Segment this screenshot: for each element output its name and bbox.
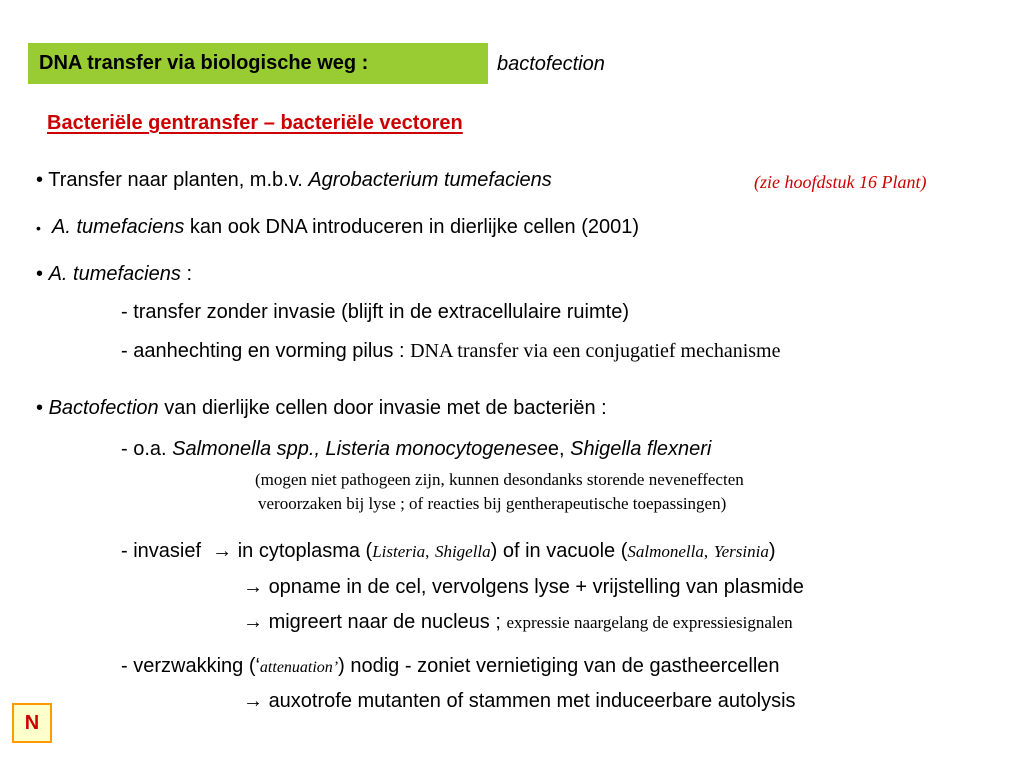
species-list: Salmonella spp., Listeria monocytogenese [172,438,548,460]
slide-title-right: bactofection [497,53,605,75]
species-salmonella: Salmonella [627,542,704,561]
bullet-marker: • [36,220,41,236]
sub-item-oa [121,437,711,461]
sub-item-text: - aanhechting en vorming pilus : [121,340,405,362]
sub-item-auxotrofe [243,689,796,713]
bullet-text: Transfer naar planten, m.b.v. [48,169,303,191]
sub-item-prefix: - o.a. [121,438,167,460]
bullet-marker: • [36,263,44,285]
chapter-reference: (zie hoofdstuk 16 Plant) [754,172,927,192]
arrow-icon: → [243,611,263,633]
bullet-transfer-planten [36,168,552,192]
sub-item-text: migreert naar de nucleus ; [268,611,501,633]
sub-item-transfer-zonder-invasie: - transfer zonder invasie (blijft in de extracellulaire ruimte) [121,301,629,323]
species-yersinia: Yersinia [713,542,769,561]
bullet-colon: : [186,263,192,285]
sub-item-aanhechting [121,339,780,363]
arrow-icon: → [212,540,233,562]
bullet-text: van dierlijke cellen door invasie met de bacteriën : [164,397,607,419]
sub-item-text: auxotrofe mutanten of stammen met induceerbare autolysis [268,690,796,712]
attenuation-term: attenuation’ [259,659,339,676]
note-line-1: (mogen niet pathogeen zijn, kunnen desondanks storende neveneffecten [255,470,744,489]
bullet-marker: • [36,397,44,419]
species-listeria: Listeria [372,542,426,561]
sub-item-invasief [121,539,776,564]
bactofection-term: Bactofection [48,397,159,419]
sub-item-prefix: - invasief [121,540,202,562]
species-name: A. tumefaciens [48,263,181,285]
slide-subtitle: Bacteriële gentransfer – bacteriële vectoren [47,112,463,134]
separator: , [425,542,430,561]
species-shigella: Shigella flexneri [570,438,712,460]
species-shigella: Shigella [434,542,491,561]
species-list-end: e, [547,438,565,460]
sub-item-text: in cytoplasma ( [237,540,373,562]
arrow-icon: → [243,690,263,712]
bullet-dierlijke-cellen [36,215,639,240]
species-name: A. tumefaciens [52,216,185,238]
sub-item-text: ) of in vacuole ( [490,540,628,562]
slide-title: DNA transfer via biologische weg : [28,43,488,84]
sub-item-text: ) nodig - zoniet vernietiging van de gastheercellen [338,655,780,677]
n-badge: N [12,703,52,743]
sub-item-text: ) [768,540,776,562]
bullet-text: kan ook DNA introduceren in dierlijke cellen (2001) [189,216,640,238]
sub-item-text: opname in de cel, vervolgens lyse + vrijstelling van plasmide [268,576,804,598]
arrow-icon: → [243,576,263,598]
bullet-marker: • [36,169,44,191]
separator: , [703,542,709,561]
species-name: Agrobacterium tumefaciens [308,169,552,191]
sub-item-text: - verzwakking (‘ [121,655,260,677]
note-line-2: veroorzaken bij lyse ; of reacties bij gentherapeutische toepassingen) [258,494,727,513]
sub-item-detail: expressie naargelang de expressiesignalen [506,613,793,632]
sub-item-detail: DNA transfer via een conjugatief mechanisme [410,340,781,362]
bullet-bactofection [36,396,607,420]
bullet-a-tumefaciens [36,262,192,286]
sub-item-opname [243,575,804,599]
sub-item-migreert [243,610,793,635]
sub-item-verzwakking [121,654,780,680]
